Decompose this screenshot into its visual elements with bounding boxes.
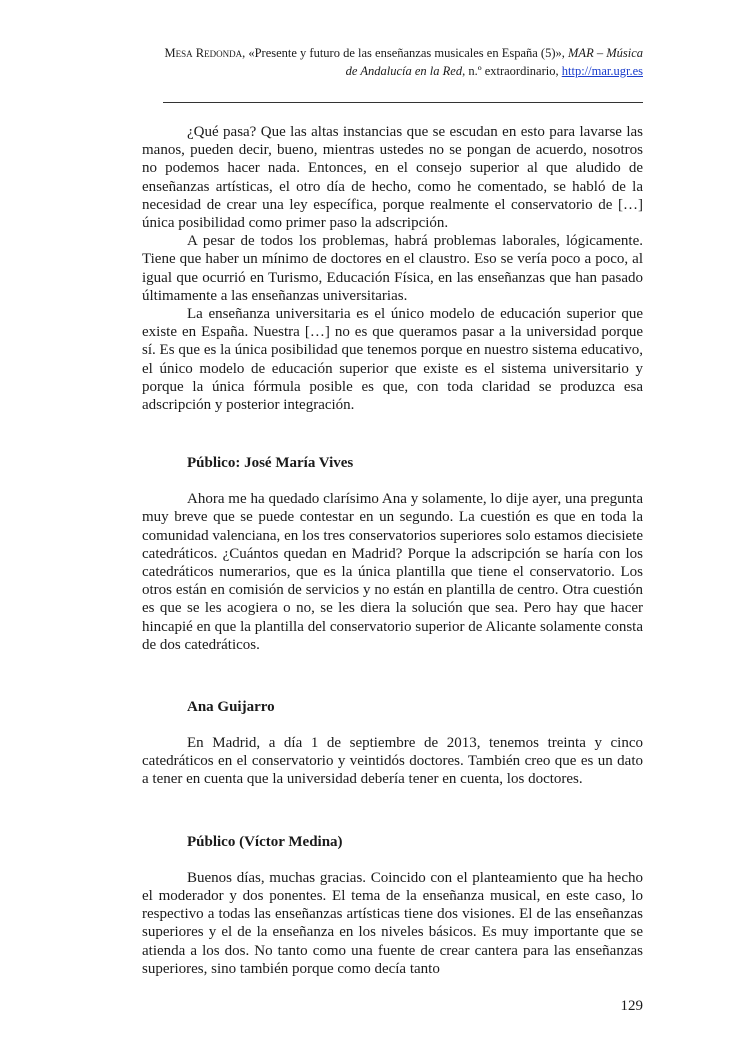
header-title: , «Presente y futuro de las enseñanzas musicales en España (5)», xyxy=(242,46,569,60)
running-header xyxy=(150,44,643,80)
speaker-heading: Público: José María Vives xyxy=(187,455,354,472)
page-body xyxy=(142,123,643,978)
paragraph: A pesar de todos los problemas, habrá problemas laborales, lógicamente. Tiene que haber un mínimo de doctores en el claustro. Eso se vería poco a poco, al igual que ocurrió en Turismo, Educación Física, en las enseñanzas que han pasado últimamente a las enseñanzas universitarias. xyxy=(142,233,643,304)
paragraph: Buenos días, muchas gracias. Coincido con el planteamiento que ha hecho el moderador y dos ponentes. El tema de la enseñanza musical, en este caso, lo respectivo a todas las enseñanzas artísticas tiene dos visiones. El de las enseñanzas superiores y el de la enseñanza en los niveles básicos. Es muy importante que se atienda a los dos. No tanto como una fuente de crear cantera para las enseñanzas superiores, sino también porque como decía tanto xyxy=(142,869,643,977)
header-issue: , n.º extraordinario, xyxy=(462,64,562,78)
paragraph: ¿Qué pasa? Que las altas instancias que se escudan en esto para lavarse las manos, pueden decir, bueno, mientras ustedes no se pongan de acuerdo, nosotros no podemos hacer nada. Entonces, en el consejo superior al que aludido de enseñanzas artísticas, el otro día de hecho, como he comentado, se habló de la necesidad de crear una ley específica, porque realmente el conservatorio de […] única posibilidad como primer paso la adscripción. xyxy=(142,124,643,232)
header-author: Mesa Redonda xyxy=(164,46,243,60)
header-url-link[interactable]: http://mar.ugr.es xyxy=(561,64,643,78)
paragraph: Ahora me ha quedado clarísimo Ana y solamente, lo dije ayer, una pregunta muy breve que se puede contestar en un segundo. La cuestión es que en toda la comunidad valenciana, en los tres conservatorios superiores solo estamos diecisiete catedráticos. ¿Cuántos quedan en Madrid? Porque la adscripción se haría con los catedráticos numerarios, que es la única plantilla que tiene el conservatorio. Los otros están en comisión de servicios y no están en plantilla de centro. Otra cuestión es que se les acogiera o no, se les diera la solución que sea. Pero hay que hacer hincapié en que la plantilla del conservatorio superior de Alicante solamente consta de dos catedráticos. xyxy=(142,491,643,653)
paragraph: La enseñanza universitaria es el único modelo de educación superior que existe en España. Nuestra […] no es que queramos pasar a la universidad porque sí. Es que es la única posibilidad que tenemos porque en nuestro sistema educativo, el único modelo de educación superior que existe es el sistema universitario y porque la única fórmula posible es que, con toda claridad se produzca esa adscripción y posterior integración. xyxy=(142,306,643,414)
speaker-heading: Ana Guijarro xyxy=(187,699,275,716)
header-journal: MAR – Música de Andalucía en la Red xyxy=(345,46,643,78)
speaker-heading: Público (Víctor Medina) xyxy=(187,833,343,850)
page-number: 129 xyxy=(620,998,643,1014)
header-divider xyxy=(163,102,643,103)
paragraph: En Madrid, a día 1 de septiembre de 2013, tenemos treinta y cinco catedráticos en el conservatorio y veintidós doctores. También creo que es un dato a tener en cuenta que la universidad debería tener en cuenta, los doctores. xyxy=(142,735,643,788)
